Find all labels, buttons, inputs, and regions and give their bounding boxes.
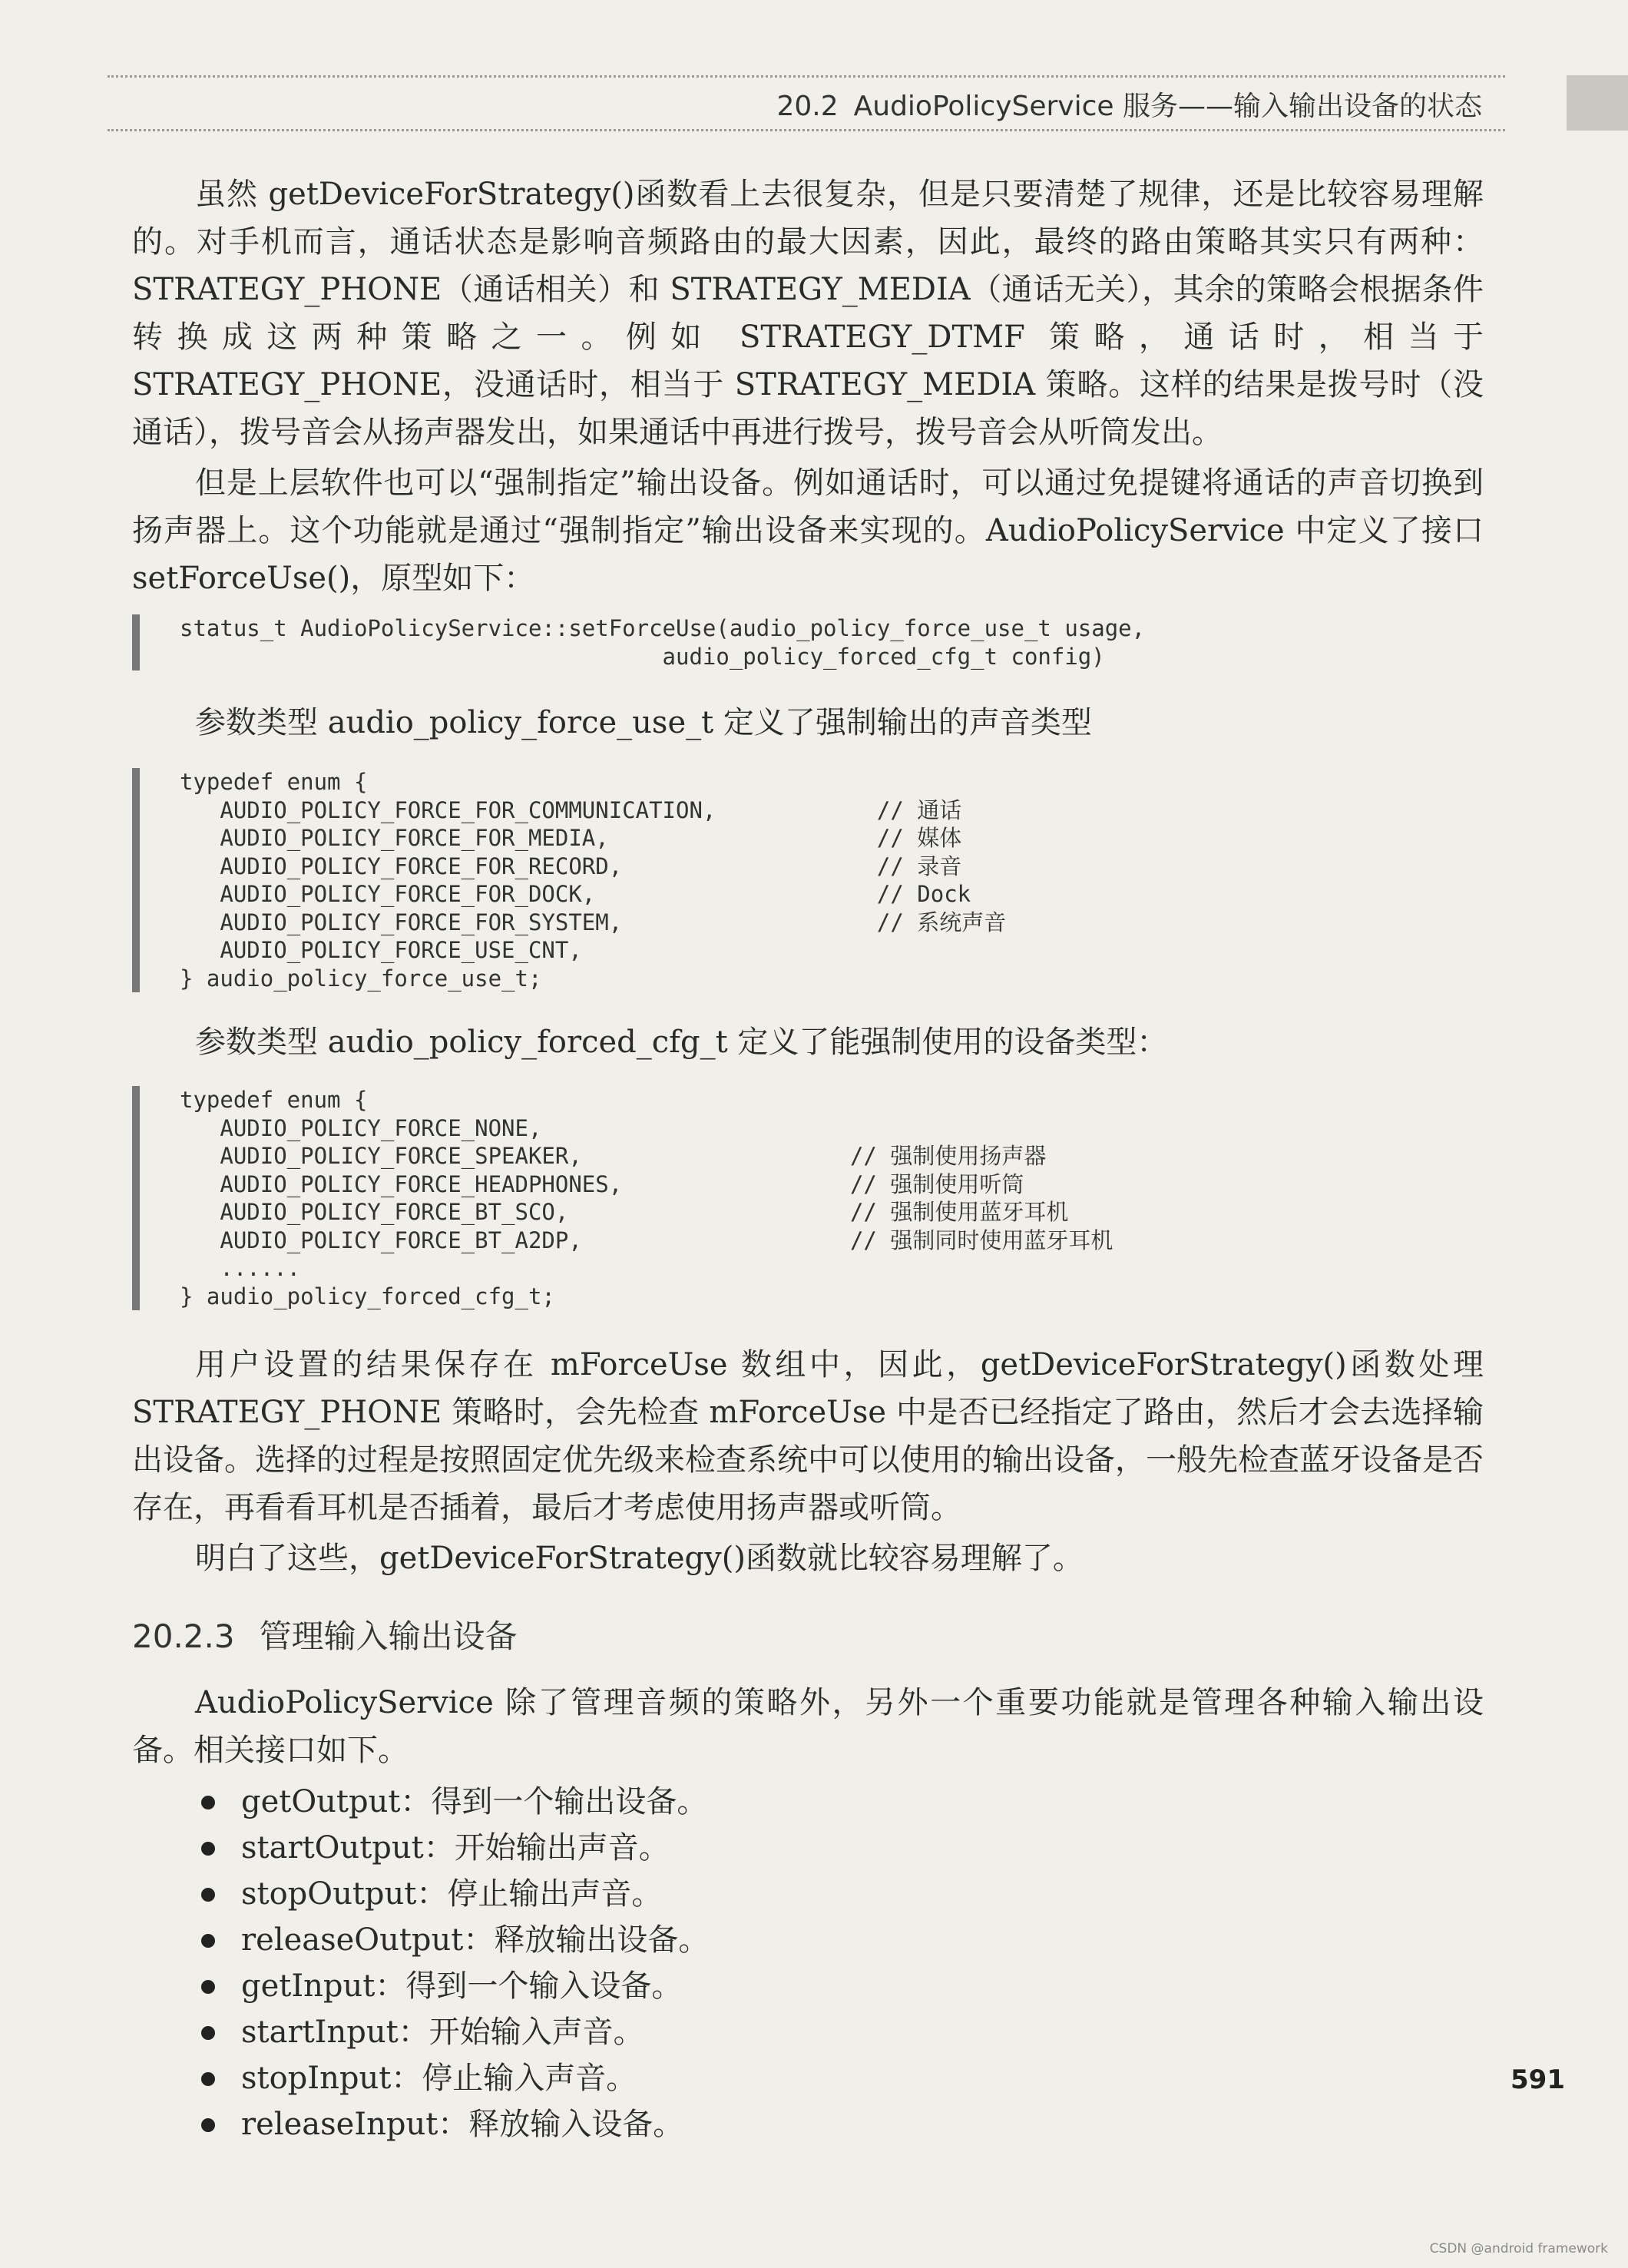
code-line: AUDIO_POLICY_FORCE_FOR_DOCK, // Dock: [180, 881, 971, 907]
list-item-text: getOutput：得到一个输出设备。: [241, 1784, 708, 1819]
list-item-text: startOutput：开始输出声音。: [241, 1830, 670, 1866]
header-rule-bottom: [108, 129, 1505, 131]
list-item-text: releaseInput：释放输入设备。: [241, 2107, 684, 2142]
list-item: [198, 1917, 709, 1963]
bullet-icon: [201, 1842, 215, 1856]
code-line: } audio_policy_force_use_t;: [180, 965, 542, 992]
section-title: 管理输入输出设备: [259, 1617, 518, 1655]
caption-forced-cfg-type: 参数类型 audio_policy_forced_cfg_t 定义了能强制使用的设备类型：: [195, 1025, 1168, 1060]
code-line: AUDIO_POLICY_FORCE_BT_A2DP, // 强制同时使用蓝牙耳机: [180, 1227, 1113, 1253]
code-block-forced-cfg-enum: [132, 1086, 1531, 1310]
header-section-number: 20.2: [776, 91, 839, 122]
code-line: ......: [180, 1255, 301, 1281]
bullet-icon: [201, 1796, 215, 1809]
paragraph-routing-strategy: 虽然 getDeviceForStrategy()函数看上去很复杂，但是只要清楚了规律，还是比较容易理解的。对手机而言，通话状态是影响音频路由的最大因素，因此，最终的路由策略其实只有两种：STRATEGY_PHONE（通话相关）和 STRATEGY_MEDIA（通话无关），其余的策略会根据条件转换成这两种策略之一。例如 STRATEGY_DTMF 策略，通话时，相当于 STRATEGY_PHONE，没通话时，相当于 STRATEGY_MEDIA 策略。这样的结果是拨号时（没通话），拨号音会从扬声器发出，如果通话中再进行拨号，拨号音会从听筒发出。: [132, 177, 1484, 450]
code-line: AUDIO_POLICY_FORCE_FOR_SYSTEM, // 系统声音: [180, 909, 1007, 935]
paragraph-conclusion: 明白了这些，getDeviceForStrategy()函数就比较容易理解了。: [195, 1541, 1084, 1576]
code-line: AUDIO_POLICY_FORCE_NONE,: [180, 1114, 542, 1141]
code-line: AUDIO_POLICY_FORCE_USE_CNT,: [180, 937, 582, 963]
paragraph-device-management: AudioPolicyService 除了管理音频的策略外，另外一个重要功能就是管理各种输入输出设备。相关接口如下。: [132, 1685, 1484, 1768]
list-item: [198, 1779, 709, 1825]
code-line: AUDIO_POLICY_FORCE_BT_SCO, // 强制使用蓝牙耳机: [180, 1199, 1069, 1225]
code-line: } audio_policy_forced_cfg_t;: [180, 1283, 555, 1309]
bullet-icon: [201, 1934, 215, 1948]
list-item: [198, 1825, 709, 1871]
watermark: CSDN @android framework: [1429, 2241, 1608, 2256]
list-item: [198, 1871, 709, 1917]
code-block-force-use-enum: [132, 768, 1531, 992]
paragraph-force-use: 但是上层软件也可以“强制指定”输出设备。例如通话时，可以通过免提键将通话的声音切换到扬声器上。这个功能就是通过“强制指定”输出设备来实现的。AudioPolicyService 中定义了接口 setForceUse()，原型如下：: [132, 465, 1484, 596]
list-item-text: releaseOutput：释放输出设备。: [241, 1922, 710, 1958]
list-item-text: startInput：开始输入声音。: [241, 2015, 644, 2050]
section-number: 20.2.3: [132, 1617, 235, 1655]
list-item: [198, 1963, 709, 2009]
paragraph-mforceuse: 用户设置的结果保存在 mForceUse 数组中，因此，getDeviceForStrategy()函数处理 STRATEGY_PHONE 策略时，会先检查 mForceUse 中是否已经指定了路由，然后才会去选择输出设备。选择的过程是按照固定优先级来检查系统中可以使用的输出设备，一般先检查蓝牙设备是否存在，再看看耳机是否插着，最后才考虑使用扬声器或听筒。: [132, 1347, 1484, 1525]
list-item-text: stopOutput：停止输出声音。: [241, 1876, 663, 1912]
list-item-text: getInput：得到一个输入设备。: [241, 1968, 683, 2004]
code-block-setforceuse: [132, 614, 1531, 670]
code-line: typedef enum {: [180, 1087, 368, 1113]
code-line: typedef enum {: [180, 769, 368, 795]
code-line: audio_policy_forced_cfg_t config): [180, 643, 1105, 670]
thumb-index-tab: [1567, 75, 1628, 131]
code-line: AUDIO_POLICY_FORCE_HEADPHONES, // 强制使用听筒: [180, 1170, 1024, 1197]
page-number: 591: [1511, 2064, 1565, 2095]
header-section-title: AudioPolicyService 服务——输入输出设备的状态: [853, 91, 1482, 122]
code-line: AUDIO_POLICY_FORCE_FOR_RECORD, // 录音: [180, 853, 962, 879]
code-line: status_t AudioPolicyService::setForceUse(audio_policy_force_use_t usage,: [180, 615, 1146, 641]
header-rule-top: [108, 75, 1505, 78]
code-line: AUDIO_POLICY_FORCE_SPEAKER, // 强制使用扬声器: [180, 1143, 1047, 1169]
bullet-icon: [201, 2072, 215, 2086]
list-item: [198, 2009, 709, 2055]
list-item-text: stopInput：停止输入声音。: [241, 2061, 637, 2096]
bullet-icon: [201, 1980, 215, 1994]
list-item: [198, 2055, 709, 2101]
bullet-icon: [201, 1888, 215, 1902]
caption-force-use-type: 参数类型 audio_policy_force_use_t 定义了强制输出的声音类型: [195, 705, 1092, 740]
running-header: [776, 84, 1482, 124]
code-line: AUDIO_POLICY_FORCE_FOR_MEDIA, // 媒体: [180, 825, 962, 851]
code-line: AUDIO_POLICY_FORCE_FOR_COMMUNICATION, // 通话: [180, 796, 962, 823]
bullet-icon: [201, 2026, 215, 2040]
section-heading: [132, 1611, 518, 1657]
bullet-icon: [201, 2118, 215, 2132]
list-item: [198, 2101, 709, 2147]
interface-list: [198, 1779, 709, 2147]
